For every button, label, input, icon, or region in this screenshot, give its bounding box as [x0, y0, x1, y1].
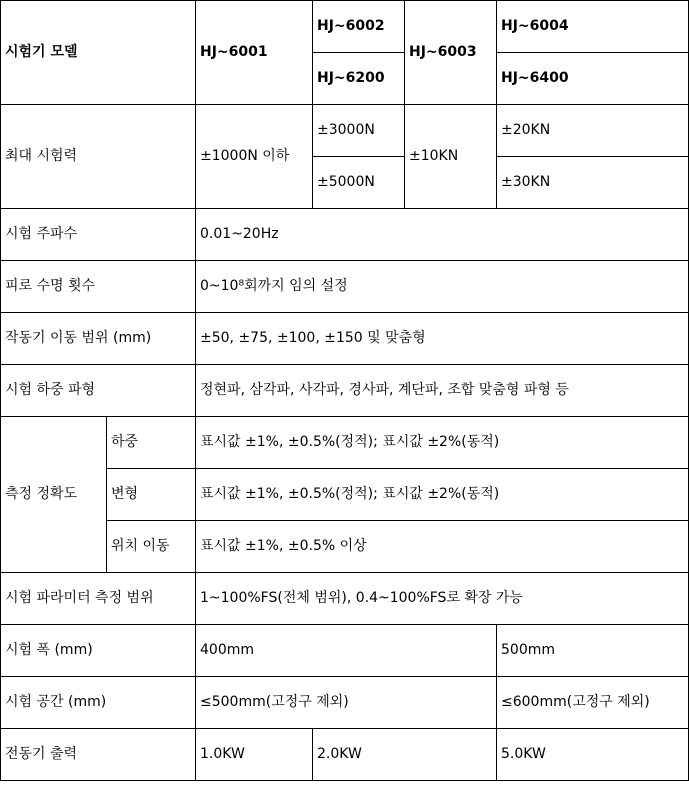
accuracy-load-label: 하중 — [107, 417, 196, 469]
actuator-range-label: 작동기 이동 범위 (mm) — [1, 313, 196, 365]
motor-value-b: 2.0KW — [313, 729, 497, 781]
model-6003-cell: HJ~6003 — [405, 1, 497, 105]
fatigue-label: 피로 수명 횟수 — [1, 261, 196, 313]
accuracy-deform-value: 표시값 ±1%, ±0.5%(정적); 표시값 ±2%(동적) — [196, 469, 689, 521]
header-row — [1, 1, 689, 53]
width-value-a: 400mm — [196, 625, 497, 677]
model-6002-cell: HJ~6002 — [313, 1, 405, 53]
motor-row — [1, 729, 689, 781]
param-range-label: 시험 파라미터 측정 범위 — [1, 573, 196, 625]
motor-value-c: 5.0KW — [497, 729, 689, 781]
fatigue-value: 0~10⁸회까지 임의 설정 — [196, 261, 689, 313]
space-value-a: ≤500mm(고정구 제외) — [196, 677, 497, 729]
accuracy-load-row — [1, 417, 689, 469]
max-force-6400: ±30KN — [497, 157, 689, 209]
waveform-value: 정현파, 삼각파, 사각파, 경사파, 계단파, 조합 맞춤형 파형 등 — [196, 365, 689, 417]
width-label: 시험 폭 (mm) — [1, 625, 196, 677]
accuracy-load-value: 표시값 ±1%, ±0.5%(정적); 표시값 ±2%(동적) — [196, 417, 689, 469]
model-6400-cell: HJ~6400 — [497, 53, 689, 105]
accuracy-disp-label: 위치 이동 — [107, 521, 196, 573]
width-value-b: 500mm — [497, 625, 689, 677]
space-row — [1, 677, 689, 729]
space-label: 시험 공간 (mm) — [1, 677, 196, 729]
model-6001-cell: HJ~6001 — [196, 1, 313, 105]
header-label-cell: 시험기 모델 — [1, 1, 196, 105]
model-6004-cell: HJ~6004 — [497, 1, 689, 53]
max-force-6002: ±3000N — [313, 105, 405, 157]
width-row — [1, 625, 689, 677]
model-6200-cell: HJ~6200 — [313, 53, 405, 105]
fatigue-row — [1, 261, 689, 313]
frequency-label: 시험 주파수 — [1, 209, 196, 261]
max-force-6001: ±1000N 이하 — [196, 105, 313, 209]
max-force-6004: ±20KN — [497, 105, 689, 157]
motor-value-a: 1.0KW — [196, 729, 313, 781]
max-force-6200: ±5000N — [313, 157, 405, 209]
accuracy-deform-label: 변형 — [107, 469, 196, 521]
max-force-6003: ±10KN — [405, 105, 497, 209]
max-force-label: 최대 시험력 — [1, 105, 196, 209]
waveform-label: 시험 하중 파형 — [1, 365, 196, 417]
param-range-row — [1, 573, 689, 625]
actuator-range-value: ±50, ±75, ±100, ±150 및 맞춤형 — [196, 313, 689, 365]
max-force-row — [1, 105, 689, 157]
waveform-row — [1, 365, 689, 417]
frequency-row — [1, 209, 689, 261]
accuracy-label: 측정 정확도 — [1, 417, 107, 573]
accuracy-disp-value: 표시값 ±1%, ±0.5% 이상 — [196, 521, 689, 573]
frequency-value: 0.01~20Hz — [196, 209, 689, 261]
actuator-range-row — [1, 313, 689, 365]
space-value-b: ≤600mm(고정구 제외) — [497, 677, 689, 729]
param-range-value: 1~100%FS(전체 범위), 0.4~100%FS로 확장 가능 — [196, 573, 689, 625]
motor-label: 전동기 출력 — [1, 729, 196, 781]
